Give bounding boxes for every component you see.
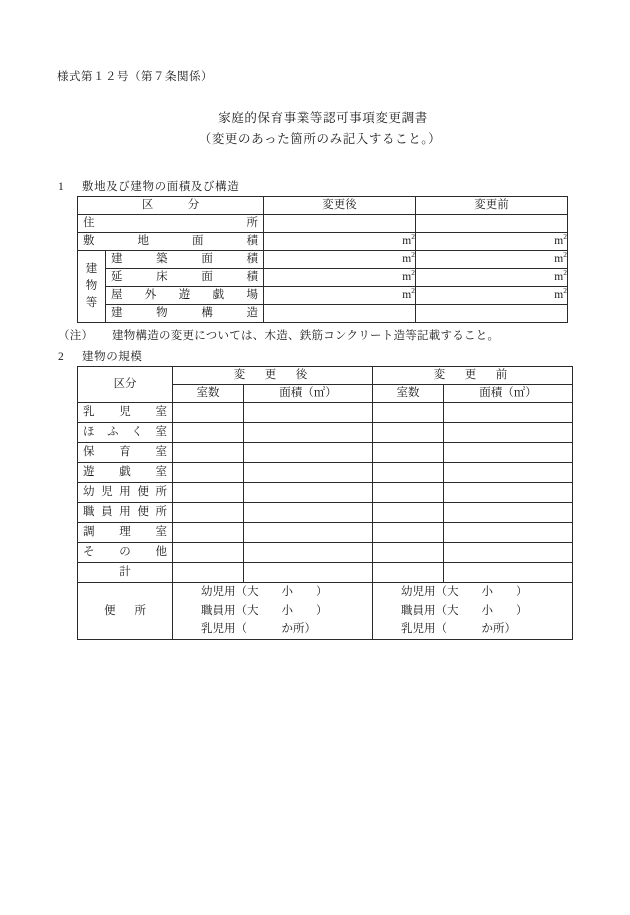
table-row xyxy=(78,269,568,287)
cell-playroom-after-rooms[interactable] xyxy=(173,463,244,483)
cell-total-before-area[interactable] xyxy=(444,563,573,583)
cell-child-toilet-before-area[interactable] xyxy=(444,483,573,503)
header-before-area: 面積（㎡） xyxy=(444,385,573,403)
cell-other-after-area[interactable] xyxy=(244,543,373,563)
section-2-heading xyxy=(58,348,143,364)
section-1-heading xyxy=(58,178,239,194)
cell-address-before[interactable] xyxy=(416,215,568,233)
cell-built-area-before[interactable]: $m^2$ xyxy=(416,251,568,269)
cell-playroom-after-area[interactable] xyxy=(244,463,373,483)
toilet-before-staff: 職員用（大 小 ） xyxy=(401,604,528,617)
table-row xyxy=(78,305,568,323)
row-label-playroom: 遊戯室 xyxy=(78,463,173,483)
row-label-staff-toilet: 職員用便所 xyxy=(78,503,173,523)
toilet-before-child: 幼児用（大 小 ） xyxy=(401,586,528,599)
cell-other-after-rooms[interactable] xyxy=(173,543,244,563)
table-header-row xyxy=(78,197,568,215)
cell-infant-room-after-area[interactable] xyxy=(244,403,373,423)
form-number: 様式第１２号（第７条関係） xyxy=(57,71,213,83)
table-row xyxy=(78,483,573,503)
header-after-rooms: 室数 xyxy=(173,385,244,403)
row-label-total: 計 xyxy=(78,563,173,583)
cell-outdoor-playground-before[interactable]: $m^2$ xyxy=(416,287,568,305)
row-label-kitchen: 調理室 xyxy=(78,523,173,543)
header-after-area: 面積（㎡） xyxy=(244,385,373,403)
note-text: 建物構造の変更については、木造、鉄筋コンクリート造等記載すること。 xyxy=(112,330,500,342)
table-row xyxy=(78,423,573,443)
row-label-other: その他 xyxy=(78,543,173,563)
header-after-group: 変 更 後 xyxy=(173,367,373,385)
toilet-after-child: 幼児用（大 小 ） xyxy=(201,586,328,599)
cell-total-floor-area-after[interactable]: $m^2$ xyxy=(264,269,416,287)
row-group-label-building: 建 物 等 xyxy=(78,251,106,323)
row-label-outdoor-playground: 屋外遊戯場 xyxy=(106,287,264,305)
header-kubun: 区分 xyxy=(78,367,173,403)
cell-kitchen-after-area[interactable] xyxy=(244,523,373,543)
cell-crawling-room-after-rooms[interactable] xyxy=(173,423,244,443)
header-before: 変更前 xyxy=(416,197,568,215)
table-row xyxy=(78,503,573,523)
cell-nursery-room-after-area[interactable] xyxy=(244,443,373,463)
cell-nursery-room-before-rooms[interactable] xyxy=(373,443,444,463)
table-row xyxy=(78,543,573,563)
table-row xyxy=(78,251,568,269)
cell-site-area-after[interactable]: $m^2$ xyxy=(264,233,416,251)
header-before-rooms: 室数 xyxy=(373,385,444,403)
header-before-group: 変 更 前 xyxy=(373,367,573,385)
cell-infant-room-before-rooms[interactable] xyxy=(373,403,444,423)
cell-child-toilet-before-rooms[interactable] xyxy=(373,483,444,503)
table-row xyxy=(78,523,573,543)
cell-playroom-before-area[interactable] xyxy=(444,463,573,483)
cell-total-before-rooms[interactable] xyxy=(373,563,444,583)
section-2-title: 建物の規模 xyxy=(82,351,143,363)
row-label-toilet: 便所 xyxy=(78,583,173,640)
title-block xyxy=(0,108,630,150)
building-scale-table xyxy=(77,366,573,583)
row-label-infant-room: 乳児室 xyxy=(78,403,173,423)
cell-infant-room-after-rooms[interactable] xyxy=(173,403,244,423)
table-row xyxy=(78,215,568,233)
cell-total-after-rooms[interactable] xyxy=(173,563,244,583)
row-label-built-area: 建築面積 xyxy=(106,251,264,269)
cell-staff-toilet-before-rooms[interactable] xyxy=(373,503,444,523)
table-row xyxy=(78,233,568,251)
cell-outdoor-playground-after[interactable]: $m^2$ xyxy=(264,287,416,305)
cell-child-toilet-after-area[interactable] xyxy=(244,483,373,503)
cell-site-area-before[interactable]: $m^2$ xyxy=(416,233,568,251)
table-row xyxy=(78,563,573,583)
cell-kitchen-before-rooms[interactable] xyxy=(373,523,444,543)
toilet-table xyxy=(77,582,573,640)
toilet-after-infant: 乳児用（ か所） xyxy=(201,623,316,636)
cell-other-before-area[interactable] xyxy=(444,543,573,563)
cell-total-floor-area-before[interactable]: $m^2$ xyxy=(416,269,568,287)
cell-toilet-after[interactable] xyxy=(173,583,373,640)
note-label: （注） xyxy=(58,330,94,342)
table-row xyxy=(78,403,573,423)
cell-crawling-room-before-rooms[interactable] xyxy=(373,423,444,443)
section-1-note xyxy=(58,327,499,343)
page-title: 家庭的保育事業等認可事項変更調書 xyxy=(218,111,428,125)
site-building-area-table xyxy=(77,196,568,323)
cell-crawling-room-after-area[interactable] xyxy=(244,423,373,443)
cell-other-before-rooms[interactable] xyxy=(373,543,444,563)
section-2-number: 2 xyxy=(58,351,65,363)
table-row xyxy=(78,287,568,305)
row-label-nursery-room: 保育室 xyxy=(78,443,173,463)
cell-built-area-after[interactable]: $m^2$ xyxy=(264,251,416,269)
table-header-row-group xyxy=(78,367,573,385)
cell-building-structure-after[interactable] xyxy=(264,305,416,323)
cell-crawling-room-before-area[interactable] xyxy=(444,423,573,443)
cell-kitchen-before-area[interactable] xyxy=(444,523,573,543)
row-label-site-area: 敷地面積 xyxy=(78,233,264,251)
row-label-address: 住所 xyxy=(78,215,264,233)
cell-infant-room-before-area[interactable] xyxy=(444,403,573,423)
toilet-before-infant: 乳児用（ か所） xyxy=(401,623,516,636)
toilet-after-staff: 職員用（大 小 ） xyxy=(201,604,328,617)
section-1-number: 1 xyxy=(58,181,65,193)
header-after: 変更後 xyxy=(264,197,416,215)
cell-kitchen-after-rooms[interactable] xyxy=(173,523,244,543)
cell-playroom-before-rooms[interactable] xyxy=(373,463,444,483)
row-label-building-structure: 建物構造 xyxy=(106,305,264,323)
cell-toilet-before[interactable] xyxy=(373,583,573,640)
row-label-total-floor-area: 延床面積 xyxy=(106,269,264,287)
cell-staff-toilet-after-area[interactable] xyxy=(244,503,373,523)
cell-building-structure-before[interactable] xyxy=(416,305,568,323)
page-subtitle: （変更のあった箇所のみ記入すること。） xyxy=(198,132,442,146)
table-row xyxy=(78,463,573,483)
row-label-crawling-room: ほふく室 xyxy=(78,423,173,443)
row-label-child-toilet: 幼児用便所 xyxy=(78,483,173,503)
cell-staff-toilet-before-area[interactable] xyxy=(444,503,573,523)
section-1-title: 敷地及び建物の面積及び構造 xyxy=(82,181,240,193)
cell-child-toilet-after-rooms[interactable] xyxy=(173,483,244,503)
cell-nursery-room-after-rooms[interactable] xyxy=(173,443,244,463)
cell-staff-toilet-after-rooms[interactable] xyxy=(173,503,244,523)
table-row xyxy=(78,443,573,463)
cell-address-after[interactable] xyxy=(264,215,416,233)
table-row xyxy=(78,583,573,640)
cell-total-after-area[interactable] xyxy=(244,563,373,583)
header-kubun: 区 分 xyxy=(78,197,264,215)
cell-nursery-room-before-area[interactable] xyxy=(444,443,573,463)
